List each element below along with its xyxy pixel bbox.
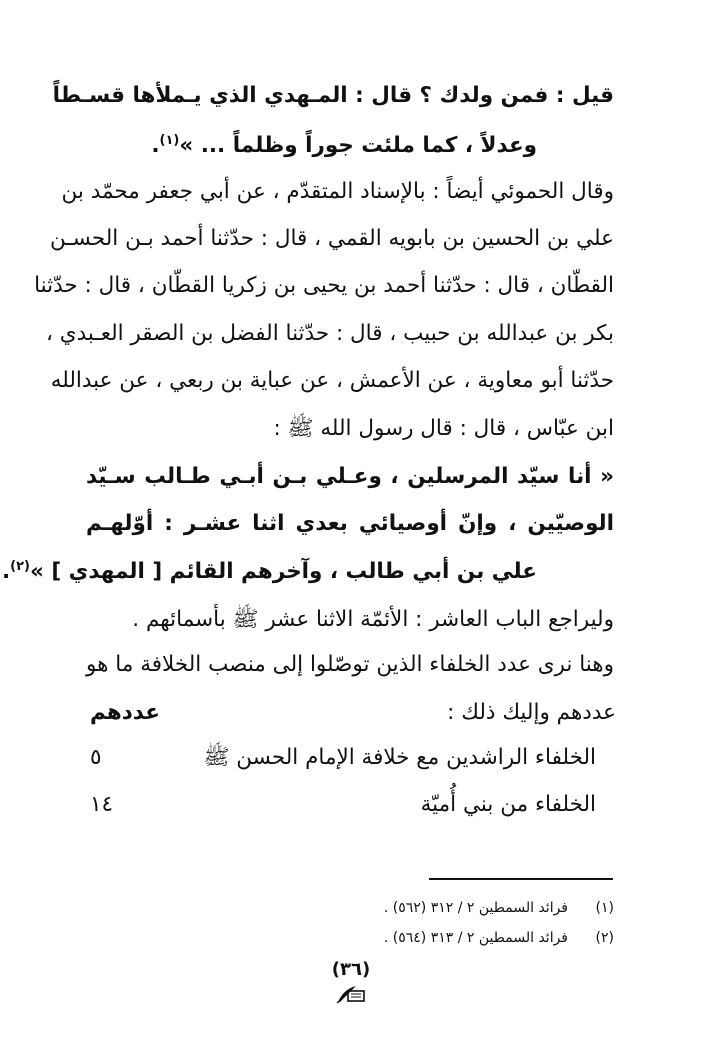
body-line-4: علي بن الحسين بن بابويه القمي ، قال : حدّثنا أحمد بـن الحسـن: [49, 226, 614, 251]
body-line-12: وليراجع الباب العاشر : الأئمّة الاثنا عشر ﷺ بأسمائهم .: [132, 607, 614, 632]
footnote-text: فرائد السمطين ٢ / ٣١٣ (٥٦٤) .: [383, 930, 568, 946]
body-line-10: الوصيّين ، وإنّ أوصيائي بعدي اثنا عشـر : أوّلهـم: [86, 511, 614, 536]
body-line-2-tail: .: [151, 133, 160, 158]
footnote-text: فرائد السمطين ٢ / ٣١٢ (٥٦٢) .: [383, 900, 568, 916]
footnote-number: (٢): [595, 930, 614, 946]
body-line-2: [151, 126, 537, 166]
table-row-count: ٥: [90, 745, 102, 770]
body-line-13: وهنا نرى عدد الخلفاء الذين توصّلوا إلى منصب الخلافة ما هو: [86, 652, 614, 677]
footnote-ref-2: (٢): [10, 558, 30, 574]
table-row-count: ١٤: [90, 792, 114, 817]
table-intro: عددهم وإليك ذلك :: [447, 700, 616, 725]
body-line-2-text: وعدلاً ، كما ملئت جوراً وظلماً ... »: [179, 133, 537, 158]
body-line-9: « أنا سيّد المرسلين ، وعـلي بـن أبـي طـالب سـيّد: [86, 464, 614, 489]
body-line-11-tail: .: [1, 559, 11, 584]
body-line-7: حدّثنا أبو معاوية ، عن الأعمش ، عن عباية بن ربعي ، عن عبدالله: [50, 368, 614, 393]
body-line-11-text: علي بن أبي طالب ، وآخرهم القائم [ المهدي ] »: [29, 559, 537, 584]
body-line-3: وقال الحموئي أيضاً : بالإسناد المتقدّم ، عن أبي جعفر محمّد بن: [61, 179, 614, 204]
table-row-label: الخلفاء الراشدين مع خلافة الإمام الحسن ﷺ: [203, 745, 596, 770]
body-line-5: القطّان ، قال : حدّثنا أحمد بن يحيى بن زكريا القطّان ، قال : حدّثنا: [34, 273, 614, 298]
count-column-header: عددهم: [90, 700, 160, 725]
footnote-divider: [429, 878, 613, 880]
table-row: [88, 738, 616, 778]
table-row-label: الخلفاء من بني أُميّة: [420, 792, 596, 817]
footnote-1: [314, 897, 614, 919]
table-row: [88, 785, 616, 825]
body-line-6: بكر بن عبدالله بن حبيب ، قال : حدّثنا الفضل بن الصقر العـبدي ،: [46, 321, 614, 346]
page-number: (٣٦): [331, 959, 371, 980]
table-header-row: [88, 693, 616, 733]
quill-pen-icon: [334, 985, 370, 1005]
footnote-ref-1: (١): [159, 132, 180, 148]
body-line-8: ابن عبّاس ، قال : قال رسول الله ﷺ :: [273, 416, 614, 441]
footnote-number: (١): [595, 900, 614, 916]
body-line-11: [1, 552, 537, 592]
footnote-2: [314, 927, 614, 949]
body-line-1: قيل : فمن ولدك ؟ قال : المـهدي الذي يـملأها قسـطاً: [52, 83, 614, 108]
